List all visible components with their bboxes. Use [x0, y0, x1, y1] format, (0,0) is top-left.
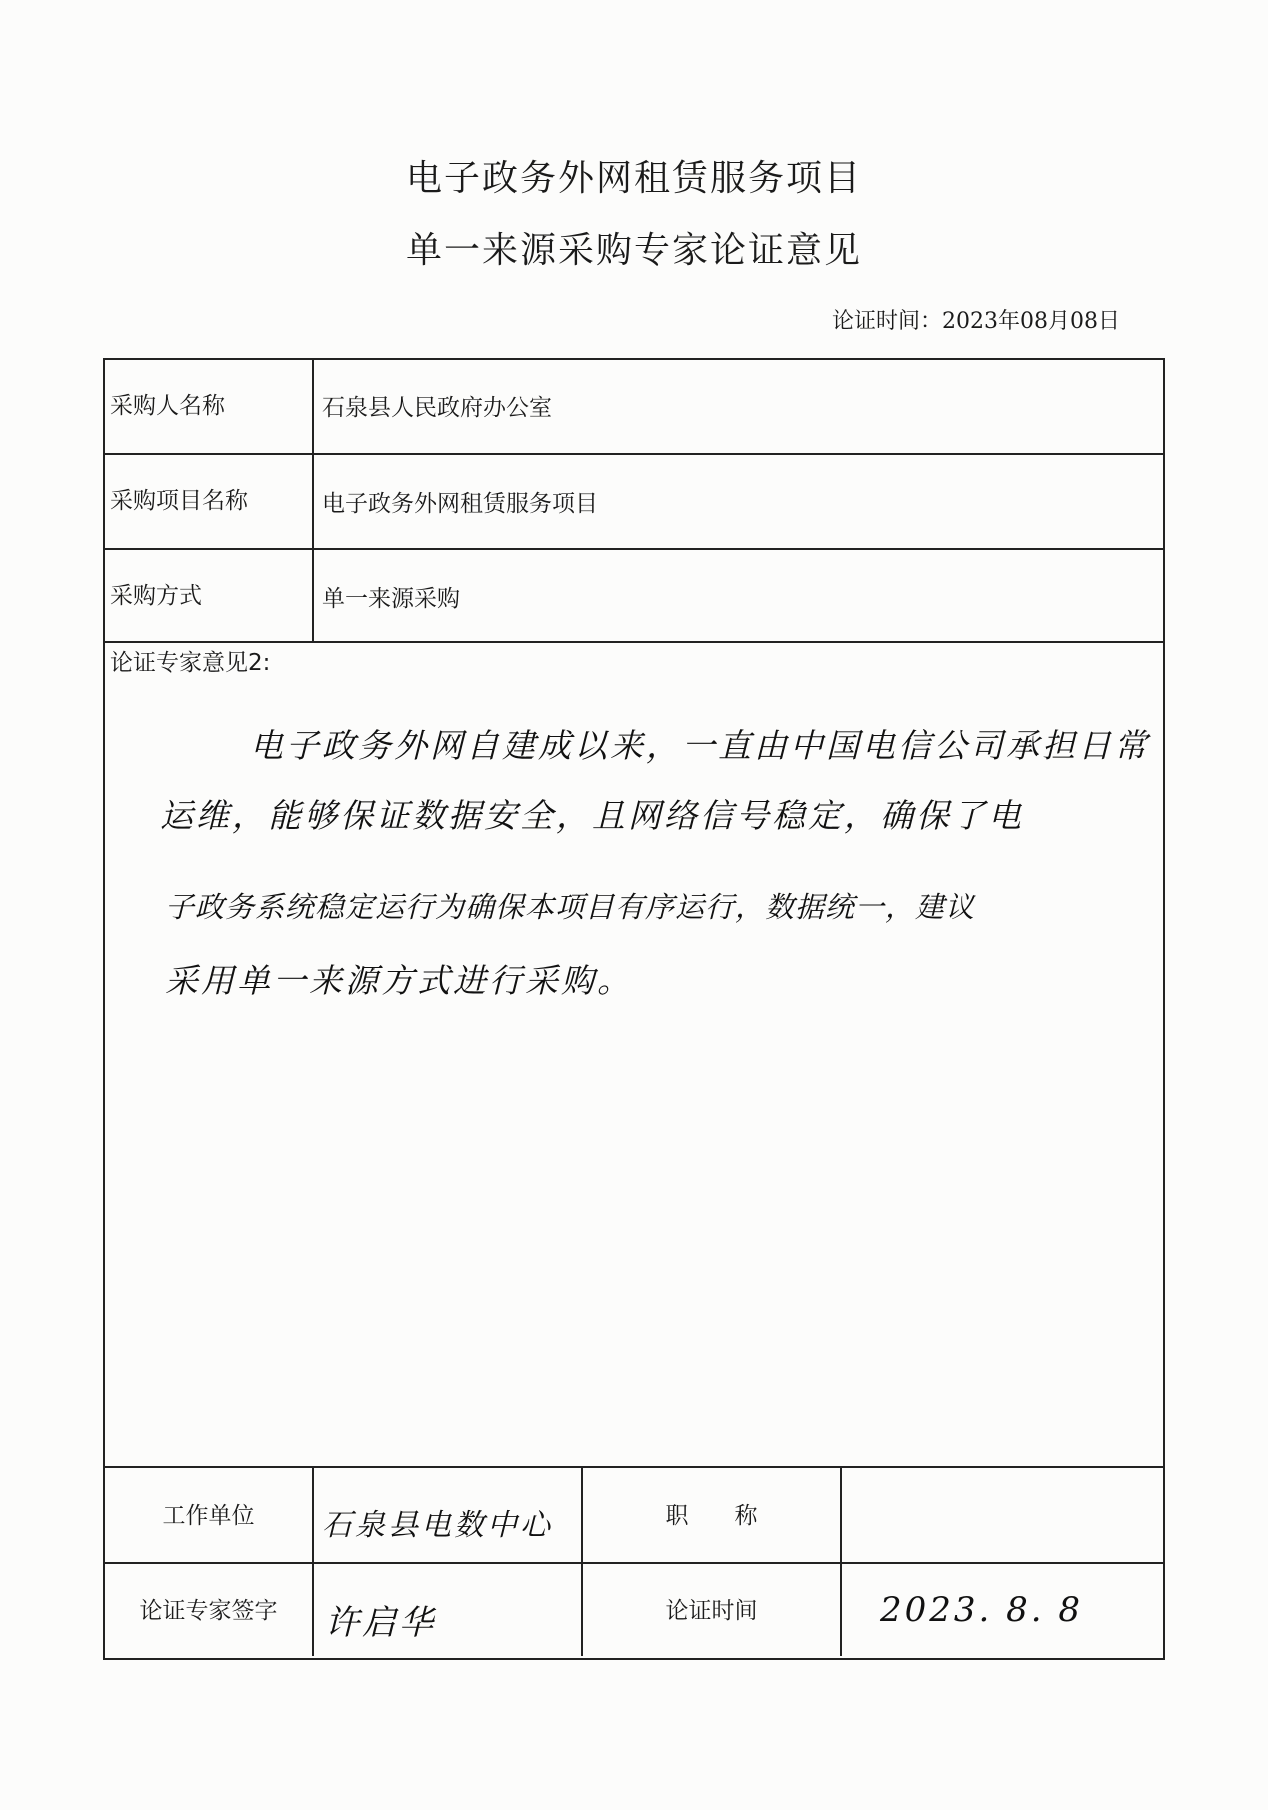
opinion-line: 运维，能够保证数据安全，且网络信号稳定，确保了电: [160, 796, 1024, 835]
opinion-label: 论证专家意见2:: [110, 650, 271, 676]
review-time-label: 论证时间: [665, 1598, 758, 1624]
column-divider: [312, 1466, 314, 1656]
review-time-value: 2023. 8. 8: [880, 1590, 1084, 1630]
work-unit-signature: 石泉县电数中心: [322, 1508, 553, 1543]
procurement-method-label: 采购方式: [110, 583, 202, 609]
opinion-line: 采用单一来源方式进行采购。: [165, 961, 633, 1000]
column-divider: [581, 1466, 583, 1656]
work-unit-label: 工作单位: [162, 1503, 255, 1529]
expert-signature-label: 论证专家签字: [139, 1598, 278, 1624]
buyer-name-label: 采购人名称: [110, 393, 225, 419]
expert-signature: 许启华: [325, 1603, 436, 1643]
row-divider: [103, 1562, 1163, 1564]
column-divider: [312, 358, 314, 642]
row-divider: [103, 641, 1163, 643]
job-title-label: 职 称: [665, 1503, 758, 1529]
row-divider: [103, 1466, 1163, 1468]
doc-date: 论证时间：2023年08月08日: [832, 309, 1120, 334]
doc-title-line2: 单一来源采购专家论证意见: [405, 230, 862, 271]
project-name-label: 采购项目名称: [110, 488, 248, 514]
row-divider: [103, 453, 1163, 455]
row-divider: [103, 548, 1163, 550]
doc-title-line1: 电子政务外网租赁服务项目: [405, 158, 862, 199]
table-frame: [103, 358, 1165, 1660]
buyer-name-value: 石泉县人民政府办公室: [322, 395, 552, 421]
procurement-method-value: 单一来源采购: [322, 586, 460, 612]
opinion-line: 电子政务外网自建成以来，一直由中国电信公司承担日常: [250, 726, 1150, 765]
project-name-value: 电子政务外网租赁服务项目: [322, 491, 598, 517]
column-divider: [840, 1466, 842, 1656]
opinion-line: 子政务系统稳定运行为确保本项目有序运行，数据统一，建议: [165, 890, 976, 924]
